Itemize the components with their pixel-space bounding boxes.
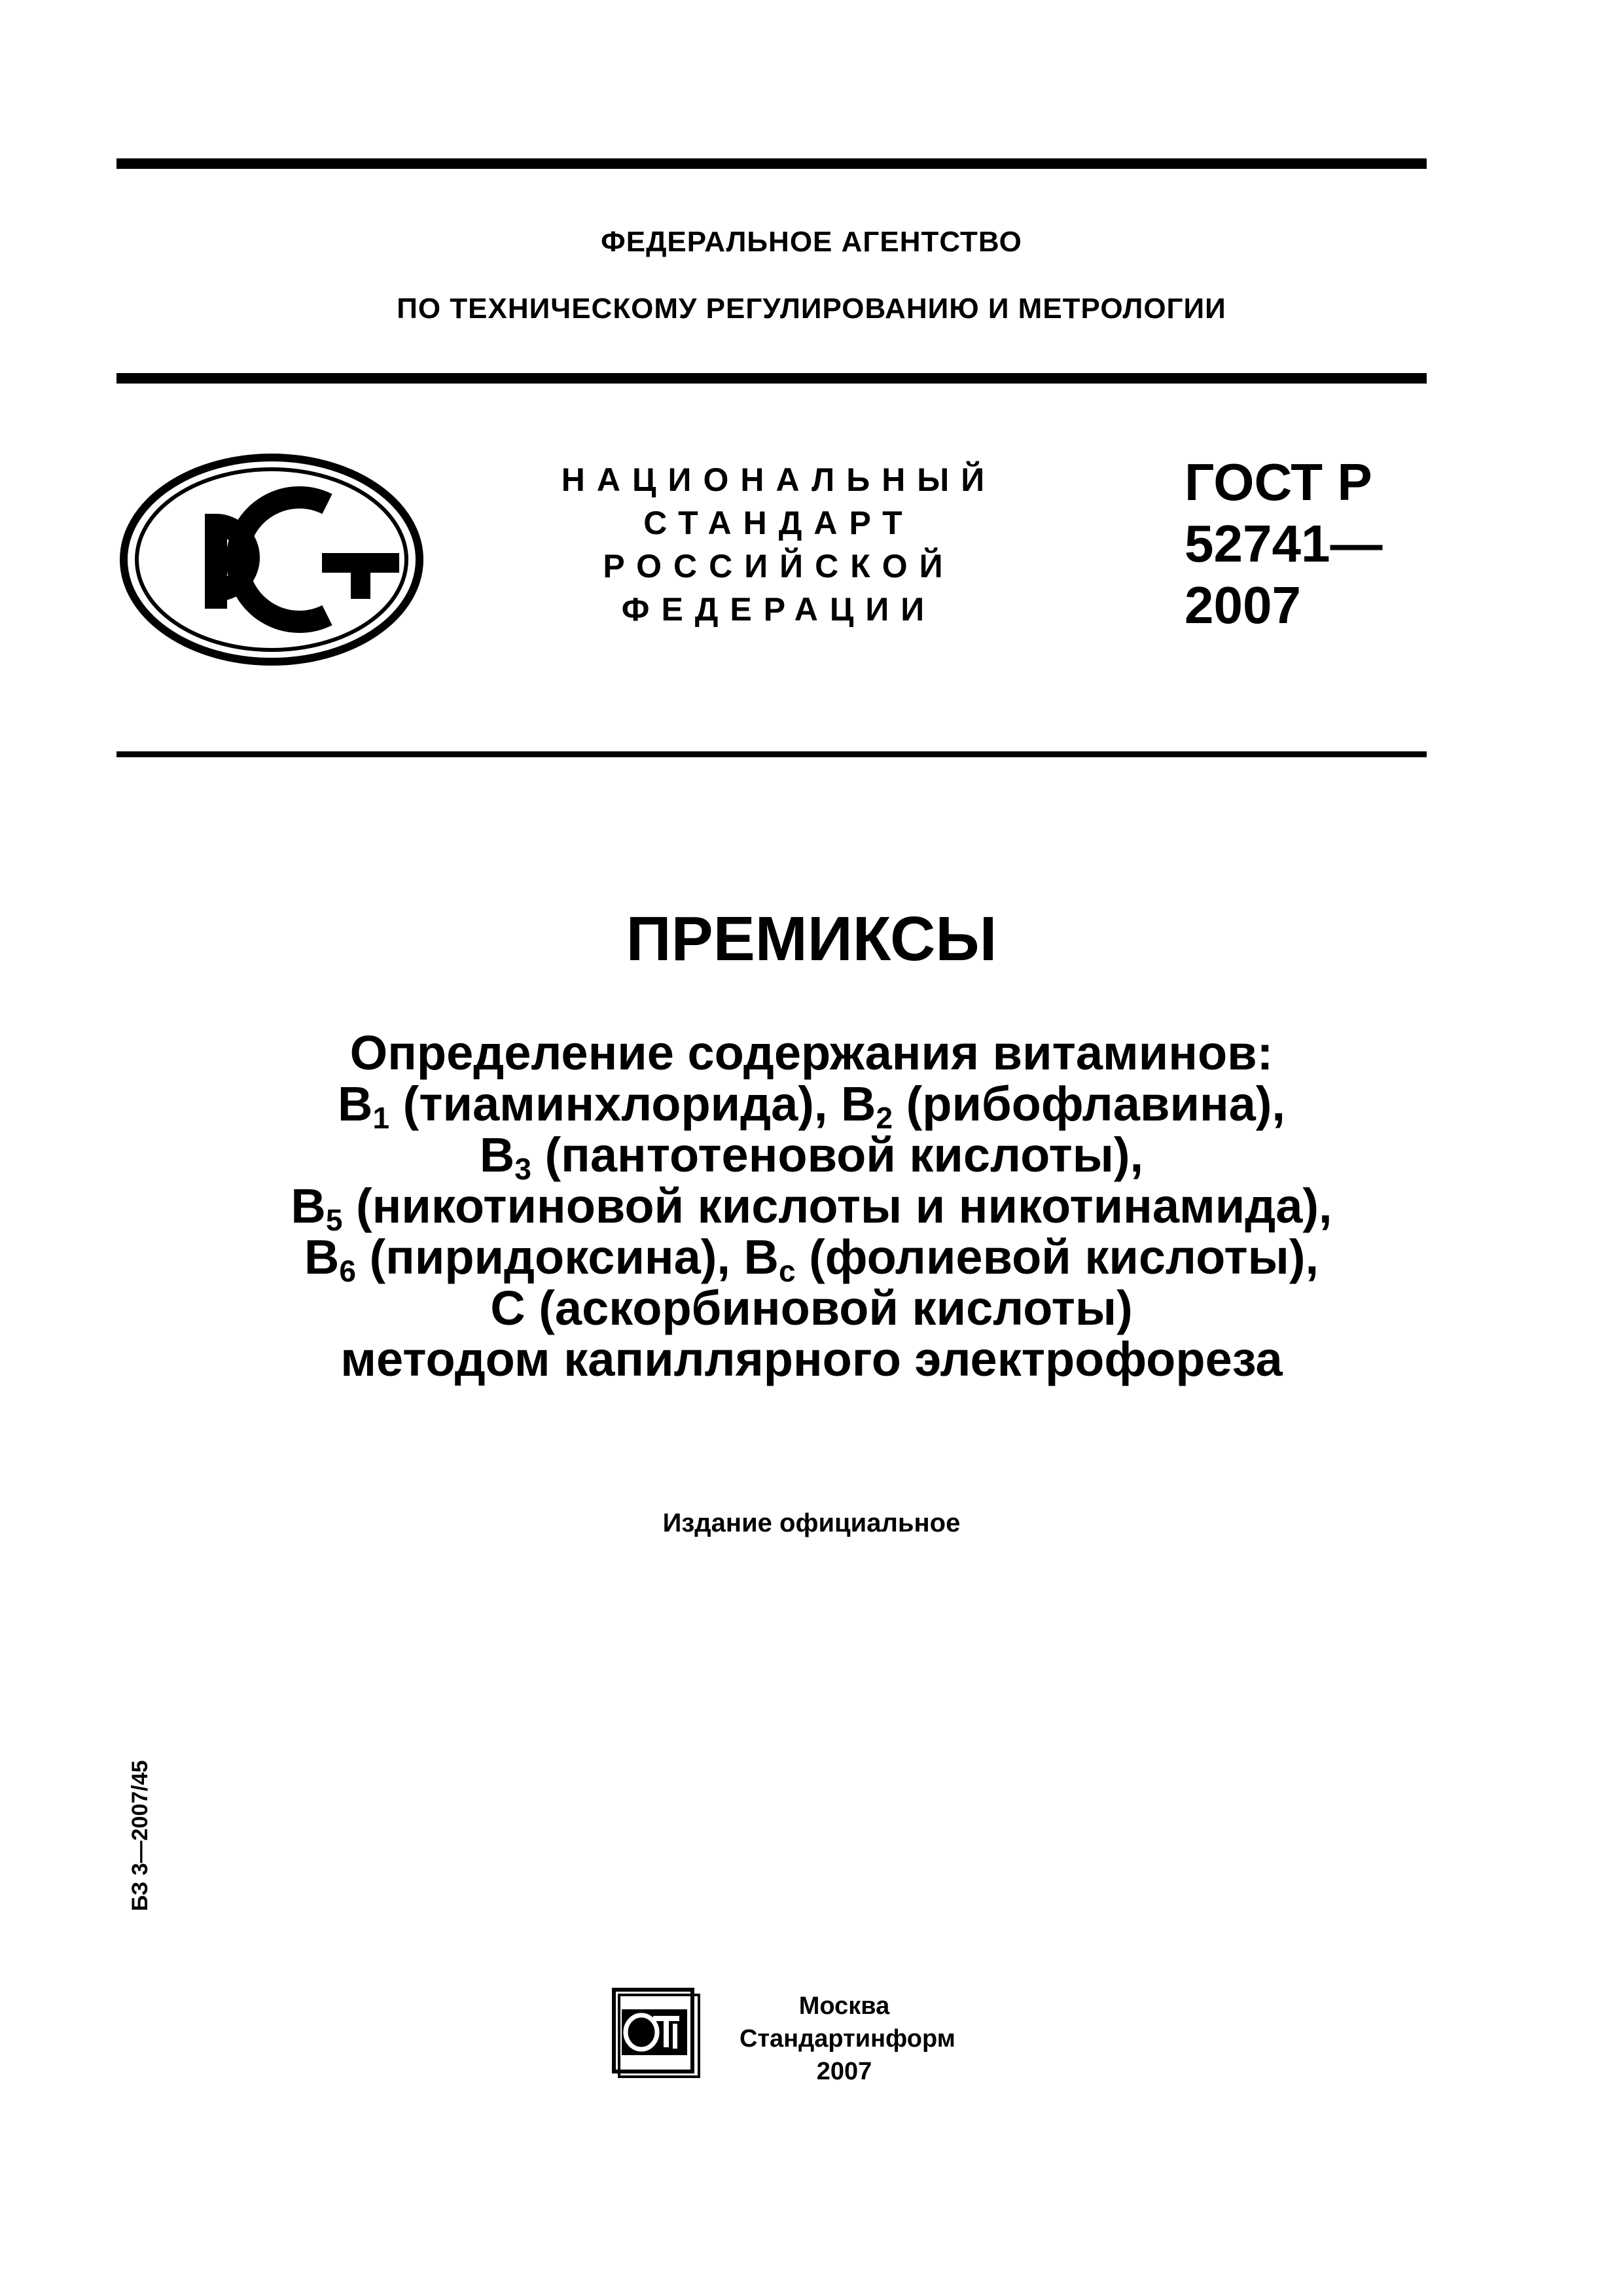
gost-line-2: 52741— xyxy=(1185,514,1383,573)
vitamin-b2-name: (рибофлавина), xyxy=(893,1077,1285,1131)
national-line-1: НАЦИОНАЛЬНЫЙ xyxy=(561,461,997,498)
vitamin-b3-index: 3 xyxy=(514,1152,531,1186)
vitamin-b2-letter: В xyxy=(841,1077,876,1131)
vitamin-b3-name: (пантотеновой кислоты), xyxy=(531,1128,1144,1182)
subtitle-line-7: методом капиллярного электрофореза xyxy=(340,1332,1283,1386)
vitamin-b5-index: 5 xyxy=(325,1203,343,1237)
national-line-4: ФЕДЕРАЦИИ xyxy=(621,591,936,628)
vitamin-bc-letter: В xyxy=(743,1230,779,1284)
gost-line-1: ГОСТ Р xyxy=(1185,453,1372,511)
vitamin-b2-index: 2 xyxy=(876,1101,893,1135)
vitamin-b1-index: 1 xyxy=(372,1101,390,1135)
vitamin-b3-letter: В xyxy=(479,1128,515,1182)
standartinform-logo-icon xyxy=(607,1983,705,2081)
vitamin-b6-name: (пиридоксина), xyxy=(355,1230,744,1284)
subtitle-line-3 xyxy=(0,1128,1623,1186)
vitamin-b1-letter: В xyxy=(337,1077,373,1131)
subtitle-line-6: С (аскорбиновой кислоты) xyxy=(490,1281,1133,1335)
vitamin-bc-name: (фолиевой кислоты), xyxy=(795,1230,1319,1284)
top-rule xyxy=(116,158,1427,169)
publisher-block xyxy=(740,1990,955,2088)
document-title: ПРЕМИКСЫ xyxy=(626,904,997,974)
edition-label: Издание официальное xyxy=(662,1509,961,1537)
vitamin-b6-letter: В xyxy=(304,1230,340,1284)
publisher-name: Стандартинформ xyxy=(740,2025,955,2053)
national-line-2: СТАНДАРТ xyxy=(643,505,914,541)
agency-line-2: ПО ТЕХНИЧЕСКОМУ РЕГУЛИРОВАНИЮ И МЕТРОЛОГИИ xyxy=(397,293,1226,325)
vitamin-bc-index: с xyxy=(779,1254,796,1288)
side-code: БЗ 3—2007/45 xyxy=(128,1760,152,1911)
national-standard-label xyxy=(543,458,1014,631)
national-line-3: РОССИЙСКОЙ xyxy=(603,548,955,584)
document-subtitle xyxy=(0,1028,1623,1385)
publisher-city: Москва xyxy=(798,1992,890,2020)
vitamin-b5-letter: В xyxy=(291,1179,326,1233)
agency-line-1: ФЕДЕРАЛЬНОЕ АГЕНТСТВО xyxy=(601,226,1022,258)
subtitle-line-4 xyxy=(0,1179,1623,1237)
subtitle-line-2 xyxy=(0,1077,1623,1135)
publisher-year: 2007 xyxy=(816,2058,872,2085)
gost-number xyxy=(1185,452,1382,636)
subtitle-line-5 xyxy=(0,1230,1623,1288)
middle-rule xyxy=(116,751,1427,757)
header-rule xyxy=(116,373,1427,384)
rst-emblem-icon xyxy=(118,452,425,668)
vitamin-b1-name: (тиаминхлорида), xyxy=(389,1077,842,1131)
vitamin-b5-name: (никотиновой кислоты и никотинамида), xyxy=(342,1179,1332,1233)
vitamin-b6-index: 6 xyxy=(339,1254,356,1288)
subtitle-line-1: Определение содержания витаминов: xyxy=(349,1026,1274,1080)
gost-line-3: 2007 xyxy=(1185,576,1301,634)
